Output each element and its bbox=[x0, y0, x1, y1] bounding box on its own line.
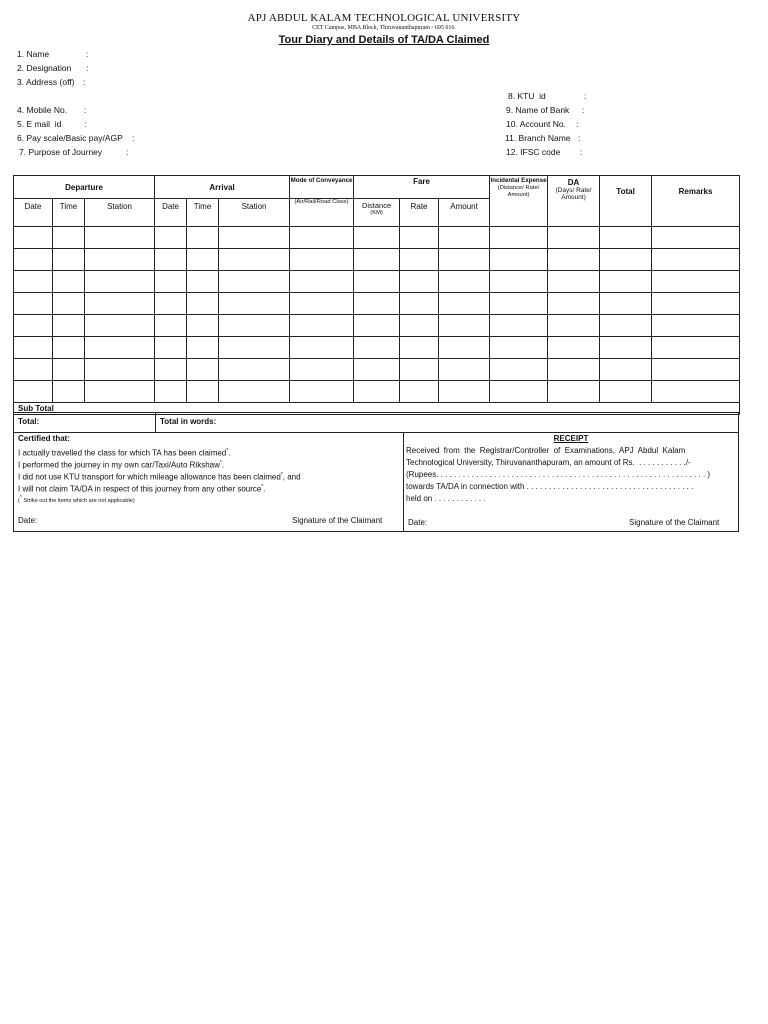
table-row bbox=[14, 337, 740, 359]
rate-header: Rate bbox=[400, 199, 439, 227]
field-label: 12. IFSC code bbox=[506, 147, 561, 157]
total-row bbox=[14, 413, 738, 433]
arr-date-header: Date bbox=[155, 199, 187, 227]
totals-section bbox=[13, 412, 739, 532]
remarks-header: Remarks bbox=[652, 176, 740, 227]
cert-signature-label: Signature of the Claimant bbox=[292, 516, 383, 525]
field-ifsc bbox=[506, 147, 583, 157]
total-label: Total: bbox=[18, 417, 40, 426]
cert-heading: Certified that: bbox=[18, 434, 70, 443]
field-mobile bbox=[17, 105, 87, 115]
total-in-words-label: Total in words: bbox=[160, 417, 217, 426]
field-ktu-id bbox=[508, 91, 587, 101]
table-row bbox=[14, 359, 740, 381]
departure-header: Departure bbox=[14, 176, 155, 199]
total-divider bbox=[155, 413, 156, 432]
cert-line-3: I did not use KTU transport for which mileage allowance has been claimed*, and bbox=[18, 472, 301, 482]
field-email bbox=[17, 119, 87, 129]
field-label: 6. Pay scale/Basic pay/AGP bbox=[17, 133, 123, 143]
distance-header bbox=[354, 199, 400, 227]
field-colon: : bbox=[578, 133, 581, 143]
arr-station-header: Station bbox=[219, 199, 290, 227]
incidental-sub: (Distance/ Rate/ Amount) bbox=[497, 185, 540, 198]
table-row bbox=[14, 381, 740, 403]
field-colon: : bbox=[86, 49, 89, 59]
receipt-line-5: held on . . . . . . . . . . . . bbox=[406, 494, 486, 503]
university-address: CET Campus, MBA Block, Thiruvananthapuram - 695 016. bbox=[312, 25, 456, 31]
field-colon: : bbox=[580, 147, 583, 157]
field-payscale bbox=[17, 133, 135, 143]
dep-station-header: Station bbox=[85, 199, 155, 227]
receipt-line-3: (Rupees. . . . . . . . . . . . . . . . . . . . . . . . . . . . . . . . . . . . . . . . . . . . . . . . . . . . . . . . . . . . . ) bbox=[406, 470, 711, 479]
table-row bbox=[14, 315, 740, 337]
tour-diary-table bbox=[13, 175, 740, 415]
field-colon: : bbox=[84, 105, 87, 115]
receipt-line-1: Received from the Registrar/Controller of Examinations, APJ Abdul Kalam bbox=[406, 446, 686, 455]
cert-line-2: I performed the journey in my own car/Taxi/Auto Rikshaw*. bbox=[18, 460, 225, 470]
incidental-header bbox=[490, 176, 548, 227]
field-colon: : bbox=[84, 119, 87, 129]
field-label: 9. Name of Bank bbox=[506, 105, 570, 115]
field-label: 11. Branch Name bbox=[505, 133, 571, 143]
certification-block bbox=[14, 432, 404, 532]
distance-unit: (KM) bbox=[370, 210, 383, 216]
field-colon: : bbox=[83, 77, 86, 87]
field-branch bbox=[505, 133, 581, 143]
university-name: APJ ABDUL KALAM TECHNOLOGICAL UNIVERSITY bbox=[247, 12, 521, 24]
distance-label: Distance bbox=[361, 201, 392, 210]
mode-sub: (Air/Rail/Road Class) bbox=[290, 199, 354, 227]
total-header: Total bbox=[600, 176, 652, 227]
field-label: 7. Purpose of Journey bbox=[19, 147, 103, 157]
incidental-label: Incidental Expense bbox=[490, 177, 547, 184]
field-label: 3. Address (off) bbox=[17, 77, 75, 87]
table-row bbox=[14, 271, 740, 293]
da-label: DA bbox=[567, 178, 580, 187]
field-colon: : bbox=[584, 91, 587, 101]
da-sub: (Days/ Rate/ Amount) bbox=[555, 187, 592, 201]
field-label: 10. Account No. bbox=[506, 119, 567, 129]
receipt-heading: RECEIPT bbox=[553, 434, 589, 443]
field-colon: : bbox=[132, 133, 135, 143]
cert-note: (* Strike out the items which are not applicable) bbox=[18, 495, 135, 504]
field-account bbox=[506, 119, 579, 129]
field-colon: : bbox=[582, 105, 585, 115]
table-row bbox=[14, 249, 740, 271]
field-purpose bbox=[19, 147, 129, 157]
field-address bbox=[17, 77, 86, 87]
cert-date-label: Date: bbox=[18, 516, 38, 525]
receipt-line-4: towards TA/DA in connection with . . . . . . . . . . . . . . . . . . . . . . . . . . . . . . . . . . . . . . bbox=[406, 482, 694, 491]
field-label: 4. Mobile No. bbox=[17, 105, 68, 115]
field-label: 5. E mail id bbox=[17, 119, 62, 129]
receipt-line-2: Technological University, Thiruvananthapuram, an amount of Rs. . . . . . . . . . . ./- bbox=[406, 458, 691, 467]
field-colon: : bbox=[576, 119, 579, 129]
cert-line-4: I will not claim TA/DA in respect of this journey from any other source*. bbox=[18, 484, 266, 494]
receipt-block bbox=[403, 432, 739, 532]
dep-time-header: Time bbox=[53, 199, 85, 227]
mode-header: Mode of Conveyance bbox=[290, 176, 354, 199]
sub-total-label: Sub Total bbox=[14, 403, 740, 415]
field-label: 2. Designation bbox=[17, 63, 72, 73]
receipt-date-label: Date: bbox=[408, 518, 428, 527]
table-row bbox=[14, 227, 740, 249]
cert-line-1: I actually travelled the class for which TA has been claimed*. bbox=[18, 448, 231, 458]
dep-date-header: Date bbox=[14, 199, 53, 227]
arrival-header: Arrival bbox=[155, 176, 290, 199]
field-colon: : bbox=[86, 63, 89, 73]
field-label: 8. KTU id bbox=[508, 91, 546, 101]
field-label: 1. Name bbox=[17, 49, 50, 59]
amount-header: Amount bbox=[439, 199, 490, 227]
field-colon: : bbox=[126, 147, 129, 157]
da-header bbox=[548, 176, 600, 227]
receipt-signature-label: Signature of the Claimant bbox=[629, 518, 720, 527]
field-bank bbox=[506, 105, 585, 115]
field-designation bbox=[17, 63, 89, 73]
field-name bbox=[17, 49, 89, 59]
table-row bbox=[14, 293, 740, 315]
fare-header: Fare bbox=[354, 176, 490, 199]
arr-time-header: Time bbox=[187, 199, 219, 227]
form-title: Tour Diary and Details of TA/DA Claimed bbox=[278, 34, 490, 46]
